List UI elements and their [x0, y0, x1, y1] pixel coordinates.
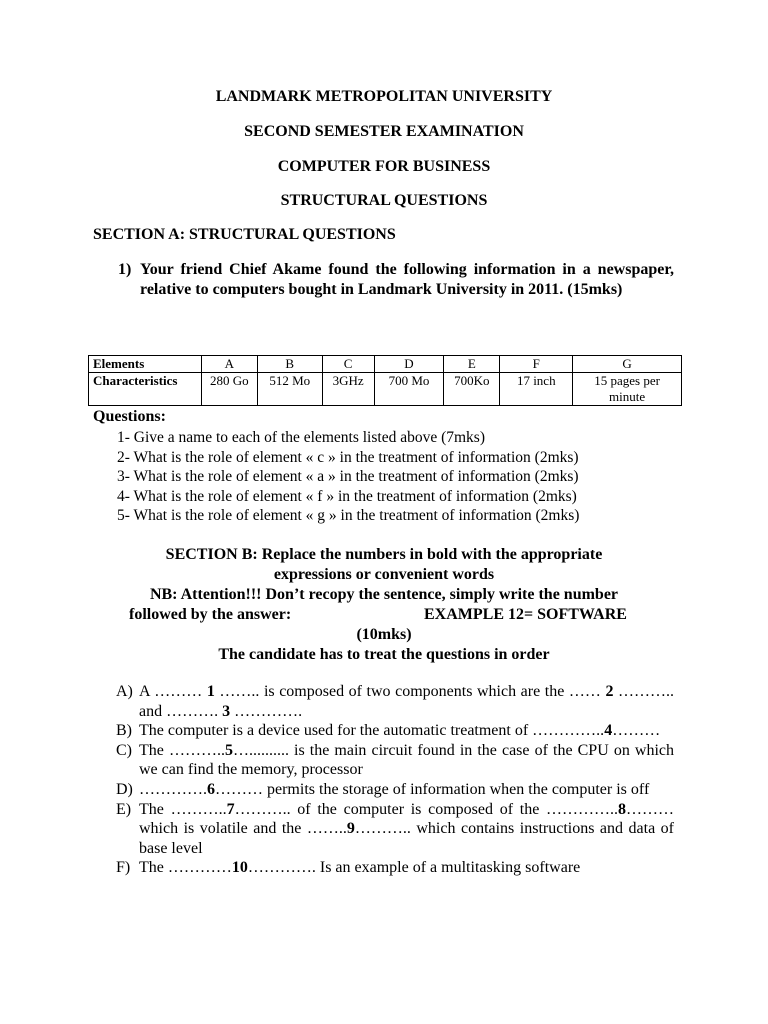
item-letter: B) — [116, 722, 132, 740]
list-item: 2- What is the role of element « c » in the treatment of information (2mks) — [117, 448, 579, 466]
item-text: …….. is composed of two components which are the …… — [214, 683, 606, 700]
section-a-title: SECTION A: STRUCTURAL QUESTIONS — [93, 226, 396, 243]
elements-table — [88, 355, 682, 406]
section-b-subtitle: expressions or convenient words — [273, 566, 495, 583]
section-b-note-cont: followed by the answer: — [129, 606, 292, 623]
item-text: The ……….. — [139, 741, 225, 759]
table-cell: 17 inch — [500, 373, 573, 406]
item-text: ……… permits the storage of information when the computer is off — [215, 780, 650, 798]
blank-number: 9 — [346, 820, 355, 838]
list-item: 1- Give a name to each of the elements listed above (7mks) — [117, 429, 485, 446]
table-cell: 700Ko — [444, 373, 500, 406]
blank-number: 10 — [231, 859, 248, 877]
list-item: 4- What is the role of element « f » in the treatment of information (2mks) — [117, 487, 577, 505]
table-column-header: A — [201, 356, 257, 373]
table-row — [89, 373, 682, 406]
blank-number: 5 — [224, 741, 233, 759]
item-text: ……….. which contains instructions and data of base level — [139, 820, 674, 857]
table-cell: 280 Go — [201, 373, 257, 406]
list-item — [116, 858, 674, 878]
blank-number: 2 — [605, 683, 614, 700]
item-text: ……… — [612, 722, 661, 740]
item-letter: E) — [116, 800, 132, 818]
item-text: ……….. and ………. — [139, 683, 675, 720]
questions-list — [117, 428, 579, 526]
list-item: 3- What is the role of element « a » in the treatment of information (2mks) — [117, 468, 579, 486]
item-text: …………. — [230, 702, 303, 720]
list-item — [116, 800, 674, 859]
item-text: …………. Is an example of a multitasking software — [247, 859, 581, 877]
table-column-header: E — [444, 356, 500, 373]
table-cell: 700 Mo — [374, 373, 444, 406]
item-text: A ……… — [139, 683, 207, 700]
course-title: COMPUTER FOR BUSINESS — [277, 158, 491, 175]
list-item — [116, 780, 674, 800]
item-text: ……….. of the computer is composed of the ………….. — [234, 800, 619, 818]
table-row-label: Characteristics — [89, 373, 202, 406]
blank-number: 7 — [226, 800, 235, 818]
section-b-example: EXAMPLE 12= SOFTWARE — [424, 606, 627, 623]
section-b-title: SECTION B: Replace the numbers in bold with the appropriate — [165, 546, 603, 563]
table-cell: 512 Mo — [257, 373, 322, 406]
blank-number: 1 — [206, 683, 215, 700]
item-letter: D) — [116, 780, 133, 798]
table-column-header: D — [374, 356, 444, 373]
list-item: 5- What is the role of element « g » in the treatment of information (2mks) — [117, 507, 580, 525]
item-letter: C) — [116, 741, 132, 759]
item-letter: F) — [116, 859, 131, 877]
list-item — [116, 682, 674, 721]
blank-number: 8 — [618, 800, 627, 818]
section-b-order-note: The candidate has to treat the questions in order — [218, 646, 550, 663]
table-column-header: G — [573, 356, 682, 373]
table-column-header: C — [322, 356, 374, 373]
exam-title: SECOND SEMESTER EXAMINATION — [244, 123, 524, 140]
blank-number: 3 — [222, 702, 231, 720]
item-text: The ………… — [139, 859, 232, 877]
question-1-text: Your friend Chief Akame found the following information in a newspaper, relative to computers bought in Landmark University in 2011. (15mks) — [140, 261, 674, 298]
list-item — [116, 721, 674, 741]
item-text: …………. — [139, 780, 207, 798]
question-1 — [118, 260, 674, 300]
blank-number: 6 — [207, 780, 215, 798]
table-header-row — [89, 356, 682, 373]
section-b-note: NB: Attention!!! Don’t recopy the sentence, simply write the number — [149, 586, 619, 603]
table-column-header: F — [500, 356, 573, 373]
section-b-marks: (10mks) — [356, 626, 412, 643]
fill-in-list — [116, 682, 674, 878]
item-text: The ……….. — [139, 800, 227, 818]
table-header-label: Elements — [89, 356, 202, 373]
blank-number: 4 — [604, 722, 613, 740]
university-title: LANDMARK METROPOLITAN UNIVERSITY — [215, 88, 553, 105]
table-column-header: B — [257, 356, 322, 373]
item-text: ……… which is volatile and the …….. — [139, 800, 675, 838]
item-text: The computer is a device used for the automatic treatment of ………….. — [139, 722, 605, 740]
list-item — [116, 741, 674, 780]
item-text: ….......... is the main circuit found in the case of the CPU on which we can find the memory, processor — [139, 741, 674, 779]
section-b-instructions — [94, 545, 674, 665]
item-letter: A) — [116, 683, 133, 700]
questions-heading: Questions: — [93, 408, 166, 425]
table-cell: 15 pages per minute — [573, 373, 682, 406]
exam-type: STRUCTURAL QUESTIONS — [280, 192, 488, 209]
table-cell: 3GHz — [322, 373, 374, 406]
question-1-number: 1) — [118, 261, 132, 278]
